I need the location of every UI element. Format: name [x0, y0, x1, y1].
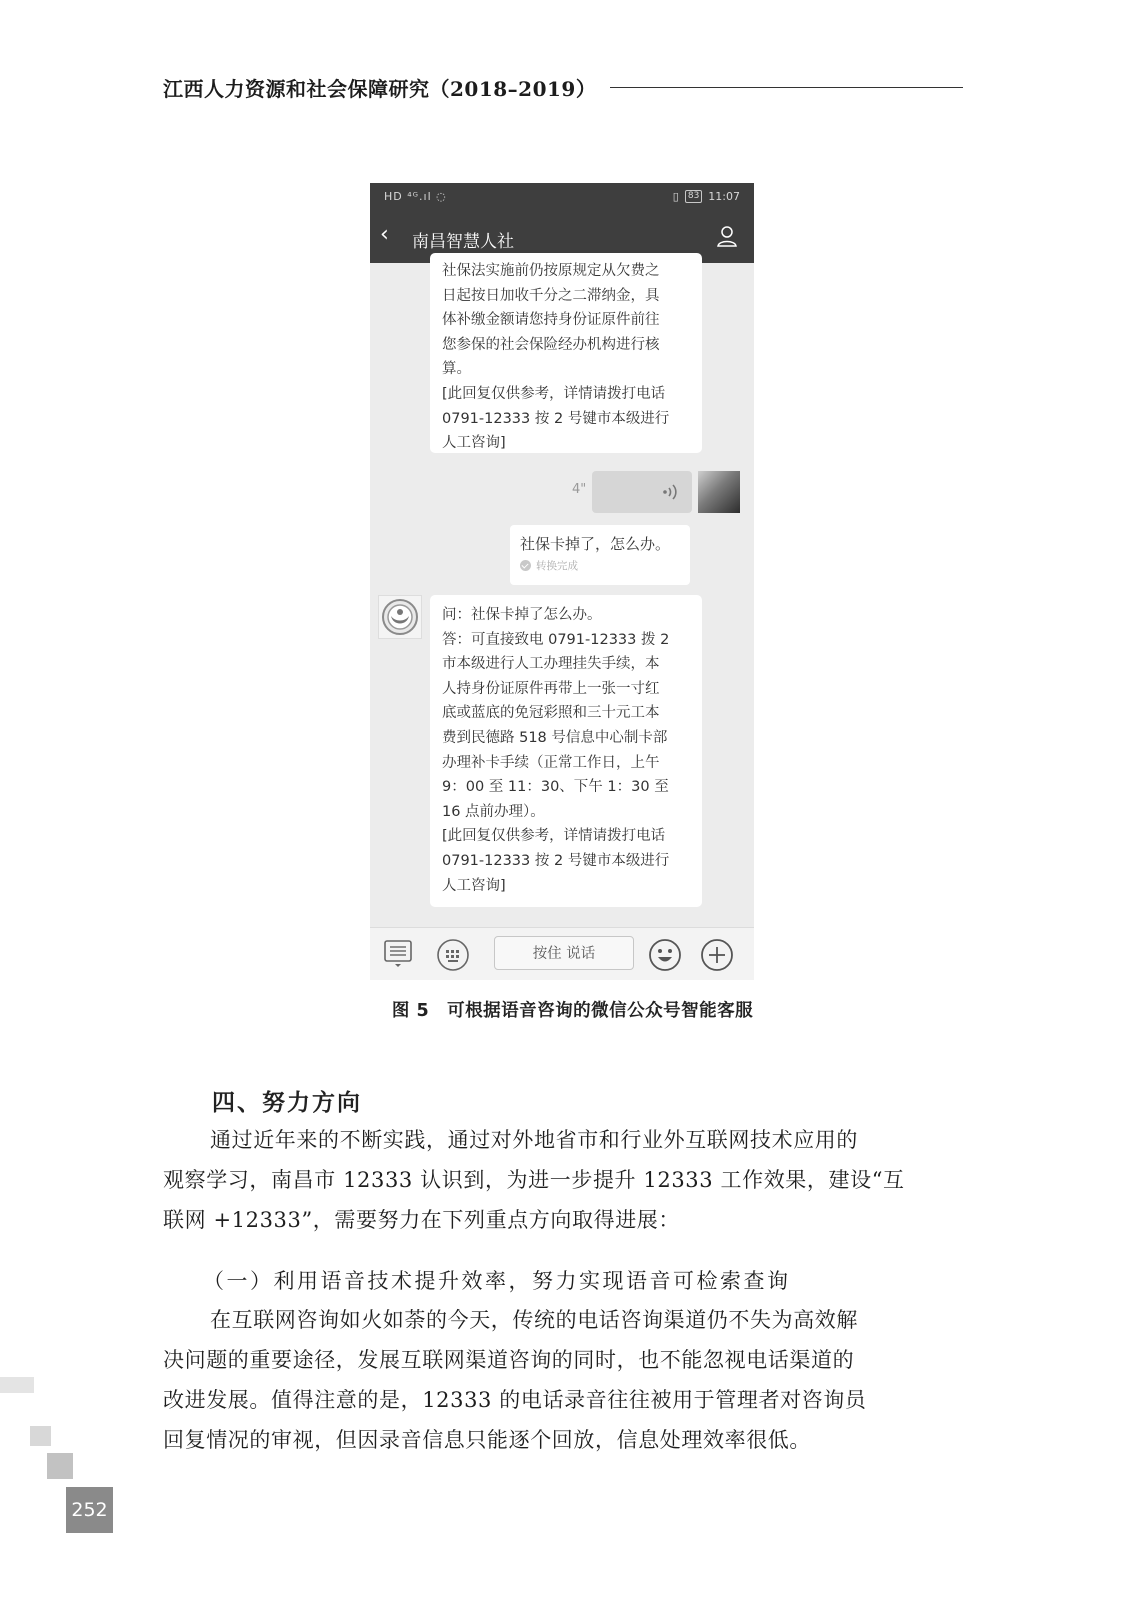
paragraph-line: 通过近年来的不断实践，通过对外地省市和行业外互联网技术应用的 [210, 1128, 858, 1152]
section-heading: 四、努力方向 [212, 1090, 362, 1116]
paragraph-line: 联网 +12333”，需要努力在下列重点方向取得进展： [163, 1208, 681, 1232]
page-number: 252 [66, 1487, 113, 1533]
chat-area[interactable] [370, 263, 754, 913]
phone-screenshot [370, 183, 754, 980]
vibrate-icon: ▯ [672, 190, 679, 203]
bot-message-bubble [430, 253, 702, 453]
transcript-text: 社保卡掉了，怎么办。 [520, 535, 671, 553]
voice-wave-icon [658, 481, 678, 507]
header-rule [610, 87, 963, 88]
paragraph-line: 观察学习，南昌市 12333 认识到，为进一步提升 12333 工作效果，建设“互 [163, 1168, 905, 1192]
keyboard-icon[interactable] [436, 938, 470, 976]
bot-message-text: 社保法实施前仍按原规定从欠费之 日起按日加收千分之二滞纳金，具 体补缴金额请您持身份证原件前往 您参保的社会保险经办机构进行核 算。 [此回复仅供参考，详情请拨打电话 0791-12333 按 2 号键市本级进行 人工咨询] [442, 263, 670, 452]
running-header [163, 70, 963, 104]
check-circle-icon [520, 560, 531, 571]
paragraph-line: 改进发展。值得注意的是，12333 的电话录音往往被用于管理者对咨询员 [163, 1388, 867, 1412]
emoji-icon[interactable] [648, 938, 682, 976]
subsection-heading: （一）利用语音技术提升效率，努力实现语音可检索查询 [203, 1269, 791, 1293]
status-time: 11:07 [708, 190, 740, 203]
book-title: 江西人力资源和社会保障研究（2018–2019） [163, 76, 597, 101]
decorative-square [47, 1453, 73, 1479]
battery-icon: 83 [685, 190, 702, 203]
input-bar [370, 927, 754, 980]
bot-answer-bubble [430, 595, 702, 907]
transcript-status-label: 转换完成 [536, 560, 578, 572]
decorative-square [30, 1426, 51, 1446]
voice-message-bubble[interactable] [592, 471, 692, 513]
bot-answer-text: 问：社保卡掉了怎么办。 答：可直接致电 0791-12333 拨 2 市本级进行人工办理挂失手续，本 人持身份证原件再带上一张一寸红 底或蓝底的免冠彩照和三十元工本 费到民德路 518 号信息中心制卡部 办理补卡手续（正常工作日，上午 9：00 至 11：30、下午 1：30 至 16 点前办理）。 [此回复仅供参考，详情请拨打电话 0791-12333 按 2 号键市本级进行 人工咨询] [442, 607, 670, 894]
paragraph-line: 在互联网咨询如火如荼的今天，传统的电话咨询渠道仍不失为高效解 [210, 1308, 858, 1332]
menu-list-icon[interactable] [382, 938, 414, 974]
status-right [673, 190, 740, 203]
figure-number: 图 5 [391, 1001, 430, 1021]
person-icon[interactable] [716, 225, 738, 251]
user-avatar[interactable] [698, 471, 740, 513]
paragraph-line: 决问题的重要途径，发展互联网渠道咨询的同时，也不能忽视电话渠道的 [163, 1348, 855, 1372]
bot-avatar-logo[interactable] [378, 595, 422, 639]
figure-caption-text: 可根据语音咨询的微信公众号智能客服 [447, 1001, 754, 1021]
transcript-status [520, 558, 680, 573]
signal-icons: HD ⁴ᴳ.ıl ◌ [384, 190, 447, 203]
nav-title: 南昌智慧人社 [412, 232, 514, 252]
paragraph-line: 回复情况的审视，但因录音信息只能逐个回放，信息处理效率很低。 [163, 1428, 811, 1452]
status-bar [370, 183, 754, 211]
back-chevron-icon[interactable]: ‹ [380, 222, 389, 247]
voice-transcript-bubble [510, 525, 690, 585]
decorative-square [0, 1377, 34, 1393]
figure-caption [0, 997, 1125, 1022]
voice-duration: 4" [572, 482, 587, 497]
plus-icon[interactable] [700, 938, 734, 976]
hold-to-talk-button[interactable]: 按住 说话 [494, 936, 634, 970]
